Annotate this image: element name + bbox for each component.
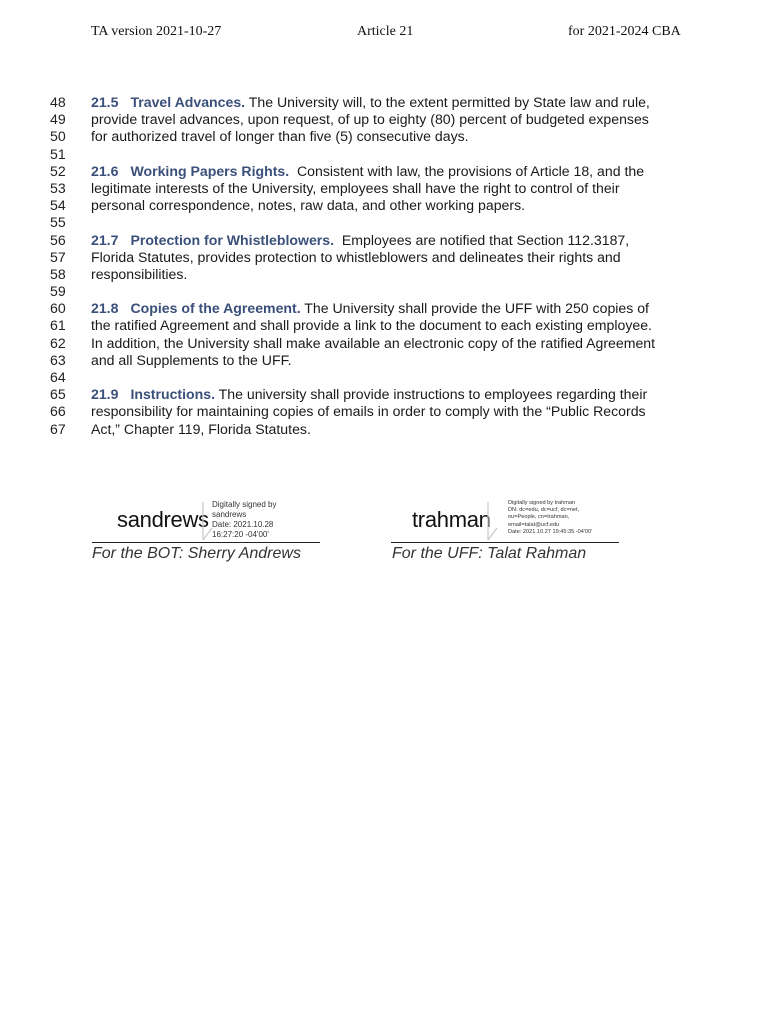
section-title: Travel Advances. (130, 94, 246, 110)
line-text (91, 197, 525, 214)
text-line (0, 111, 770, 128)
signature-detail-line: 16:27:20 -04'00' (212, 530, 269, 539)
text-line (0, 421, 770, 438)
line-number: 64 (50, 369, 66, 385)
line-body: The University shall provide the UFF with 250 copies of (300, 300, 649, 317)
text-line (0, 249, 770, 266)
line-text (91, 403, 646, 420)
line-number: 57 (50, 248, 66, 265)
line-text (91, 180, 620, 197)
header-cba: for 2021-2024 CBA (568, 24, 681, 39)
section-number: 21.7 (91, 231, 119, 248)
line-body: personal correspondence, notes, raw data, and other working papers. (91, 197, 526, 214)
line-text (91, 386, 647, 403)
line-text (91, 111, 649, 128)
text-line (0, 266, 770, 283)
signature-line (92, 542, 320, 543)
section-title: Instructions. (130, 386, 216, 403)
line-number: 48 (50, 94, 66, 110)
line-body: Employees are notified that Section 112.3187, (334, 231, 630, 248)
line-text (91, 266, 187, 283)
line-body: The university shall provide instructions to employees regarding their (215, 386, 648, 403)
signature-name: sandrews (117, 507, 209, 532)
line-text (91, 163, 644, 180)
header-version: TA version 2021-10-27 (91, 24, 222, 39)
signature-detail-line: Date: 2021.10.27 19:45:35 -04'00' (508, 528, 593, 535)
signature-details (212, 500, 312, 540)
signature-line (391, 542, 619, 543)
line-body: and all Supplements to the UFF. (91, 351, 292, 368)
line-number: 50 (50, 128, 66, 145)
line-text (91, 352, 292, 369)
signature-mark-icon (485, 500, 503, 542)
section-number: 21.5 (91, 94, 119, 110)
line-number: 49 (50, 111, 66, 128)
section-title: Working Papers Rights. (130, 162, 290, 179)
section-number: 21.6 (91, 162, 119, 179)
line-number: 54 (50, 197, 66, 214)
section-title: Copies of the Agreement. (130, 300, 301, 317)
line-number: 51 (50, 145, 66, 162)
line-number: 52 (50, 162, 66, 179)
line-body: legitimate interests of the University, employees shall have the right to control of their (91, 179, 620, 196)
header-article: Article 21 (357, 24, 414, 39)
line-text (91, 335, 655, 352)
text-line (0, 146, 770, 163)
signature-caption-uff: For the UFF: Talat Rahman (392, 545, 587, 562)
text-line (0, 94, 770, 111)
line-number: 58 (50, 265, 66, 282)
line-number: 56 (50, 231, 66, 248)
line-body: provide travel advances, upon request, of up to eighty (80) percent of budgeted expenses (91, 111, 649, 128)
line-text (91, 232, 629, 249)
signature-detail-line: DN: dc=edu, dc=ucf, dc=net, (508, 507, 580, 514)
text-line (0, 163, 770, 180)
text-line (0, 386, 770, 403)
signature-detail-line: Date: 2021.10.28 (212, 520, 274, 529)
text-line (0, 283, 770, 300)
signature-block-uff (391, 497, 619, 545)
text-line (0, 403, 770, 420)
line-body: responsibility for maintaining copies of emails in order to comply with the “Public Records (91, 403, 646, 420)
text-line (0, 335, 770, 352)
text-line (0, 352, 770, 369)
signature-detail-line: Digitally signed by trahman (508, 500, 576, 506)
line-body: In addition, the University shall make available an electronic copy of the ratified Agreement (91, 334, 656, 351)
line-body: for authorized travel of longer than five (5) consecutive days. (91, 128, 469, 145)
line-body: Act,” Chapter 119, Florida Statutes. (91, 420, 311, 437)
line-number: 59 (50, 283, 66, 300)
signature-caption-bot: For the BOT: Sherry Andrews (92, 545, 301, 562)
line-number: 65 (50, 386, 66, 403)
signature-detail-line: ou=People, cn=trahman, (508, 514, 570, 521)
signature-detail-line: email=talat@ucf.edu (508, 521, 560, 528)
line-number: 55 (50, 214, 66, 231)
signature-name: trahman (412, 507, 491, 532)
line-text (91, 317, 652, 334)
line-text (91, 421, 311, 438)
line-body: Florida Statutes, provides protection to whistleblowers and delineates their rights and (91, 248, 621, 265)
section-title: Protection for Whistleblowers. (130, 231, 335, 248)
line-text (91, 300, 649, 317)
text-line (0, 232, 770, 249)
article-body (0, 94, 770, 438)
line-number: 63 (50, 351, 66, 368)
line-number: 62 (50, 334, 66, 351)
line-text (91, 249, 621, 266)
text-line (0, 180, 770, 197)
line-number: 61 (50, 317, 66, 334)
line-text (91, 128, 469, 145)
section-number: 21.8 (91, 300, 119, 317)
text-line (0, 369, 770, 386)
signature-details (508, 500, 608, 536)
text-line (0, 317, 770, 334)
signature-block-bot (92, 497, 320, 545)
line-number: 66 (50, 403, 66, 420)
line-body: The University will, to the extent permitted by State law and rule, (245, 94, 650, 110)
text-line (0, 214, 770, 231)
text-line (0, 300, 770, 317)
text-line (0, 197, 770, 214)
line-body: responsibilities. (91, 265, 188, 282)
signature-detail-line: Digitally signed by (212, 500, 277, 509)
signature-detail-line: sandrews (212, 510, 247, 519)
line-body: Consistent with law, the provisions of Article 18, and the (289, 162, 645, 179)
line-text (91, 94, 650, 111)
line-number: 60 (50, 300, 66, 317)
line-number: 67 (50, 420, 66, 437)
section-number: 21.9 (91, 386, 119, 403)
line-body: the ratified Agreement and shall provide a link to the document to each existing employee. (91, 317, 652, 334)
line-number: 53 (50, 179, 66, 196)
text-line (0, 128, 770, 145)
page-header (0, 24, 770, 42)
